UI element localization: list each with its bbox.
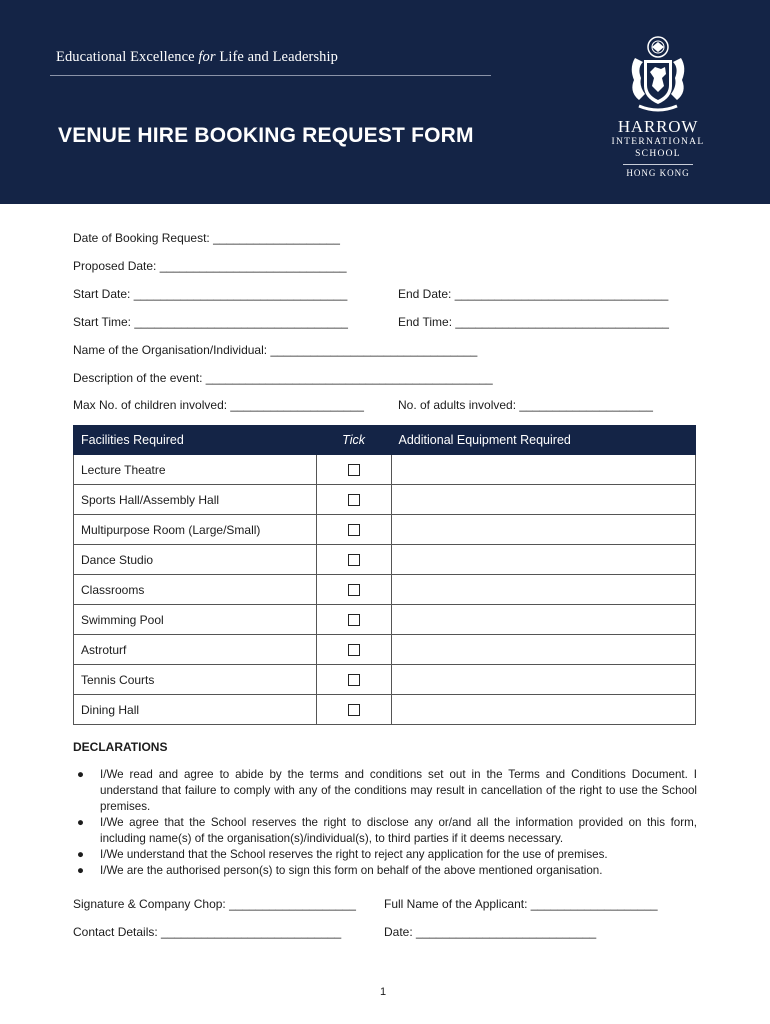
tick-checkbox[interactable] (348, 464, 360, 476)
tagline-part1: Educational Excellence (56, 49, 199, 65)
bullet-icon: ● (77, 816, 85, 829)
facility-name: Dance Studio (74, 545, 317, 575)
tagline (56, 49, 338, 66)
facilities-table-header (74, 426, 696, 455)
end-time-field[interactable]: End Time: ________________________________ (398, 315, 669, 329)
tick-checkbox[interactable] (348, 674, 360, 686)
booking-date-field[interactable]: Date of Booking Request: ___________________ (73, 231, 340, 245)
declarations-heading: DECLARATIONS (73, 740, 168, 754)
tick-checkbox[interactable] (348, 584, 360, 596)
header-equipment: Additional Equipment Required (391, 426, 695, 455)
organisation-field[interactable]: Name of the Organisation/Individual: _______________________________ (73, 343, 478, 357)
bullet-icon: ● (77, 864, 85, 877)
page-number: 1 (380, 986, 387, 998)
table-row (74, 575, 696, 605)
full-name-field[interactable]: Full Name of the Applicant: ___________________ (384, 897, 658, 911)
start-time-field[interactable]: Start Time: ________________________________ (73, 315, 348, 329)
school-crest-icon (625, 34, 691, 116)
declaration-text: I/We are the authorised person(s) to sign this form on behalf of the above mentioned organisation. (100, 864, 603, 877)
facility-name: Dining Hall (74, 695, 317, 725)
header-banner (0, 0, 770, 204)
facilities-table (73, 425, 696, 725)
num-adults-field[interactable]: No. of adults involved: ____________________ (398, 398, 653, 412)
tick-checkbox[interactable] (348, 614, 360, 626)
school-name (596, 118, 720, 179)
equipment-cell[interactable] (391, 605, 695, 635)
table-row (74, 455, 696, 485)
bullet-icon: ● (77, 848, 85, 861)
bullet-icon: ● (77, 768, 85, 781)
list-item (73, 767, 697, 815)
tick-checkbox[interactable] (348, 494, 360, 506)
tagline-for: for (198, 49, 216, 65)
tagline-divider (50, 75, 491, 76)
table-row (74, 485, 696, 515)
list-item (73, 863, 697, 879)
tick-checkbox[interactable] (348, 554, 360, 566)
facility-name: Astroturf (74, 635, 317, 665)
equipment-cell[interactable] (391, 695, 695, 725)
signature-date-field[interactable]: Date: ___________________________ (384, 925, 597, 939)
table-row (74, 635, 696, 665)
tick-checkbox[interactable] (348, 644, 360, 656)
declarations-list (73, 767, 697, 879)
facility-name: Multipurpose Room (Large/Small) (74, 515, 317, 545)
description-field[interactable]: Description of the event: ___________________________________________ (73, 371, 493, 385)
facility-name: Swimming Pool (74, 605, 317, 635)
table-row (74, 545, 696, 575)
facility-name: Tennis Courts (74, 665, 317, 695)
equipment-cell[interactable] (391, 455, 695, 485)
school-name-line3: SCHOOL (635, 149, 681, 159)
school-name-line2: INTERNATIONAL (611, 137, 705, 147)
school-name-divider (623, 164, 693, 165)
tick-checkbox[interactable] (348, 704, 360, 716)
table-row (74, 665, 696, 695)
list-item (73, 815, 697, 847)
table-row (74, 515, 696, 545)
declaration-text: I/We read and agree to abide by the terms and conditions set out in the Terms and Conditions Document. I understand that failure to comply with any of the conditions may result in cancellation of the right to use the School premises. (100, 768, 697, 813)
declaration-text: I/We understand that the School reserves the right to reject any application for the use of premises. (100, 848, 608, 861)
facility-name: Lecture Theatre (74, 455, 317, 485)
table-row (74, 605, 696, 635)
table-row (74, 695, 696, 725)
list-item (73, 847, 697, 863)
declaration-text: I/We agree that the School reserves the right to disclose any or/and all the information provided on this form, including name(s) of the organisation(s)/individual(s), to third parties if it deems necessary. (100, 816, 697, 845)
signature-chop-field[interactable]: Signature & Company Chop: ___________________ (73, 897, 356, 911)
equipment-cell[interactable] (391, 665, 695, 695)
equipment-cell[interactable] (391, 635, 695, 665)
tick-checkbox[interactable] (348, 524, 360, 536)
page-title: VENUE HIRE BOOKING REQUEST FORM (58, 124, 474, 147)
equipment-cell[interactable] (391, 575, 695, 605)
facility-name: Sports Hall/Assembly Hall (74, 485, 317, 515)
equipment-cell[interactable] (391, 515, 695, 545)
facility-name: Classrooms (74, 575, 317, 605)
school-name-line4: HONG KONG (626, 168, 690, 178)
start-date-field[interactable]: Start Date: ________________________________ (73, 287, 348, 301)
equipment-cell[interactable] (391, 485, 695, 515)
max-children-field[interactable]: Max No. of children involved: ____________________ (73, 398, 364, 412)
tagline-part2: Life and Leadership (215, 49, 339, 65)
header-facilities: Facilities Required (74, 426, 317, 455)
school-name-line1: HARROW (617, 117, 699, 136)
contact-details-field[interactable]: Contact Details: ___________________________ (73, 925, 342, 939)
equipment-cell[interactable] (391, 545, 695, 575)
proposed-date-field[interactable]: Proposed Date: ____________________________ (73, 259, 347, 273)
end-date-field[interactable]: End Date: ________________________________ (398, 287, 669, 301)
header-tick: Tick (316, 426, 391, 455)
